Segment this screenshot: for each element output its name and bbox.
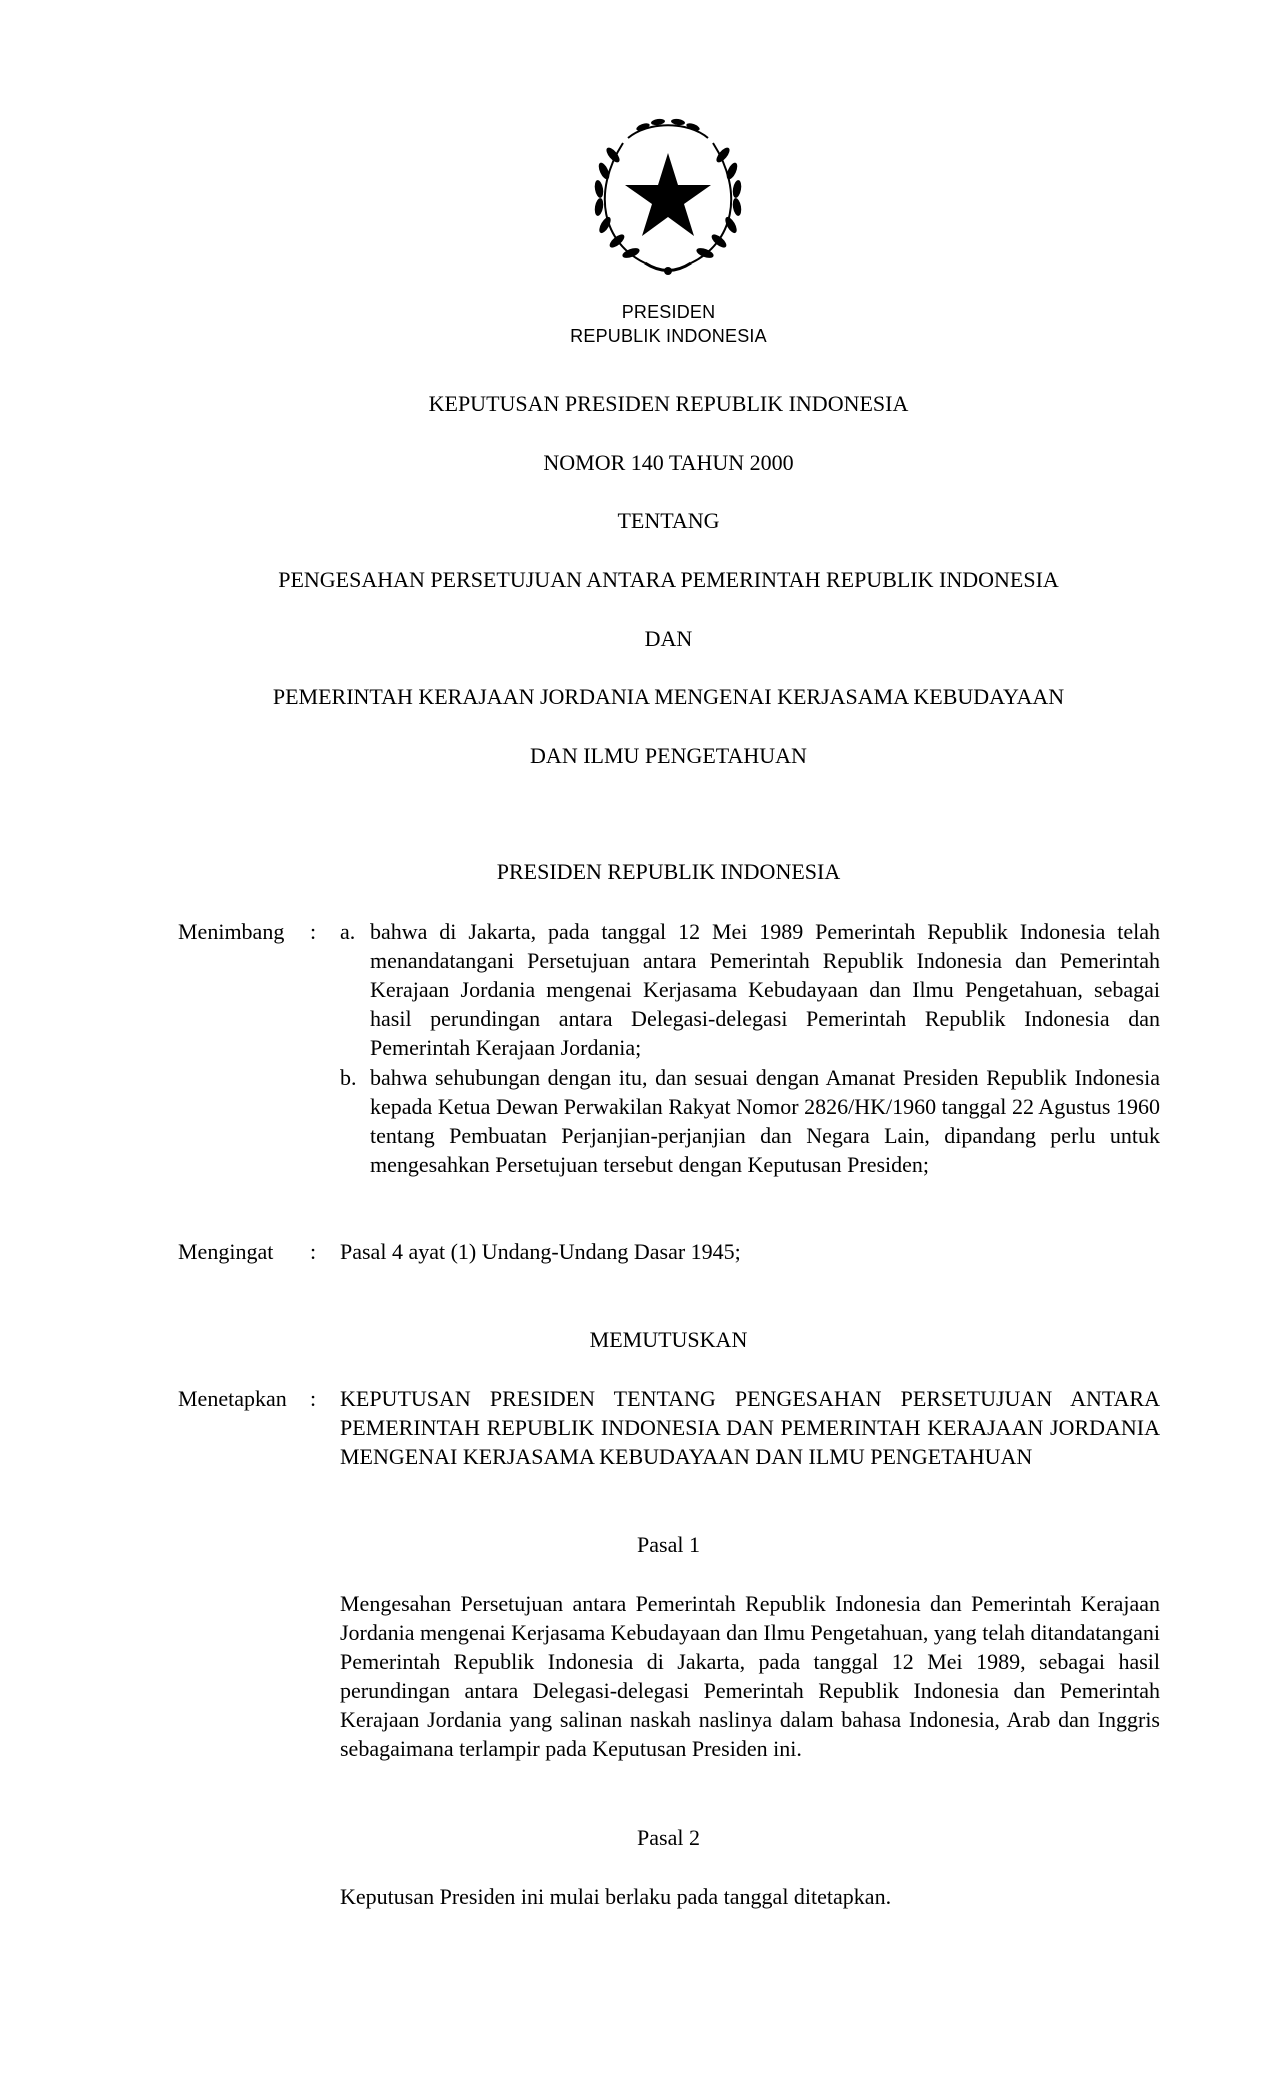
menimbang-item-a-marker: a. bbox=[340, 919, 356, 944]
presidential-emblem-icon bbox=[583, 113, 753, 283]
menimbang-item-a-text: bahwa di Jakarta, pada tanggal 12 Mei 1989 Pemerintah Republik Indonesia telah menandatangani Persetujuan antara Pemerintah Republik Indonesia dan Pemerintah Kerajaan Jordania mengenai Kerjasama Kebudayaan dan Ilmu Pengetahuan, sebagai hasil perundingan antara Delegasi-delegasi Pemerintah Republik Indonesia dan Pemerintah Kerajaan Jordania; bbox=[370, 919, 1160, 1060]
menimbang-colon: : bbox=[310, 919, 317, 944]
menimbang-item-b-marker: b. bbox=[340, 1065, 357, 1090]
issuer-heading: PRESIDEN REPUBLIK INDONESIA bbox=[496, 859, 841, 884]
decree-subject-line-4: DAN ILMU PENGETAHUAN bbox=[530, 743, 807, 768]
article-1-heading: Pasal 1 bbox=[637, 1532, 700, 1557]
menimbang-item-b-text: bahwa sehubungan dengan itu, dan sesuai dengan Amanat Presiden Republik Indonesia kepada Ketua Dewan Perwakilan Rakyat Nomor 2826/HK/1960 tanggal 22 Agustus 1960 tentang Pembuatan Perjanjian-perjanjian dan Negara Lain, dipandang perlu untuk mengesahkan Persetujuan tersebut dengan Keputusan Presiden; bbox=[370, 1065, 1160, 1177]
article-2-heading: Pasal 2 bbox=[637, 1825, 700, 1850]
menetapkan-label: Menetapkan bbox=[178, 1386, 287, 1411]
decree-number: NOMOR 140 TAHUN 2000 bbox=[543, 450, 794, 475]
header-presiden: PRESIDEN bbox=[621, 302, 716, 322]
article-2-text: Keputusan Presiden ini mulai berlaku pada tanggal ditetapkan. bbox=[340, 1884, 892, 1909]
menetapkan-colon: : bbox=[310, 1386, 317, 1411]
header-republik-indonesia: REPUBLIK INDONESIA bbox=[570, 326, 767, 346]
menetapkan-text: KEPUTUSAN PRESIDEN TENTANG PENGESAHAN PERSETUJUAN ANTARA PEMERINTAH REPUBLIK INDONESIA DAN PEMERINTAH KERAJAAN JORDANIA MENGENAI KERJASAMA KEBUDAYAAN DAN ILMU PENGETAHUAN bbox=[340, 1386, 1160, 1469]
decree-subject-line-3: PEMERINTAH KERAJAAN JORDANIA MENGENAI KERJASAMA KEBUDAYAAN bbox=[272, 684, 1065, 709]
decree-title: KEPUTUSAN PRESIDEN REPUBLIK INDONESIA bbox=[428, 391, 909, 416]
decree-subject-line-2: DAN bbox=[644, 626, 693, 651]
mengingat-colon: : bbox=[310, 1239, 317, 1264]
mengingat-text: Pasal 4 ayat (1) Undang-Undang Dasar 1945; bbox=[340, 1239, 741, 1264]
mengingat-label: Mengingat bbox=[178, 1239, 274, 1264]
article-1-text: Mengesahan Persetujuan antara Pemerintah Republik Indonesia dan Pemerintah Kerajaan Jordania mengenai Kerjasama Kebudayaan dan Ilmu Pengetahuan, yang telah ditandatangani Pemerintah Republik Indonesia di Jakarta, pada tanggal 12 Mei 1989, sebagai hasil perundingan antara Delegasi-delegasi Pemerintah Republik Indonesia dan Pemerintah Kerajaan Jordania yang salinan naskah naslinya dalam bahasa Indonesia, Arab dan Inggris sebagaimana terlampir pada Keputusan Presiden ini. bbox=[340, 1591, 1160, 1761]
decision-heading: MEMUTUSKAN bbox=[589, 1327, 748, 1352]
decree-subject-line-1: PENGESAHAN PERSETUJUAN ANTARA PEMERINTAH REPUBLIK INDONESIA bbox=[278, 567, 1059, 592]
decree-about: TENTANG bbox=[617, 508, 720, 533]
menimbang-label: Menimbang bbox=[178, 919, 285, 944]
